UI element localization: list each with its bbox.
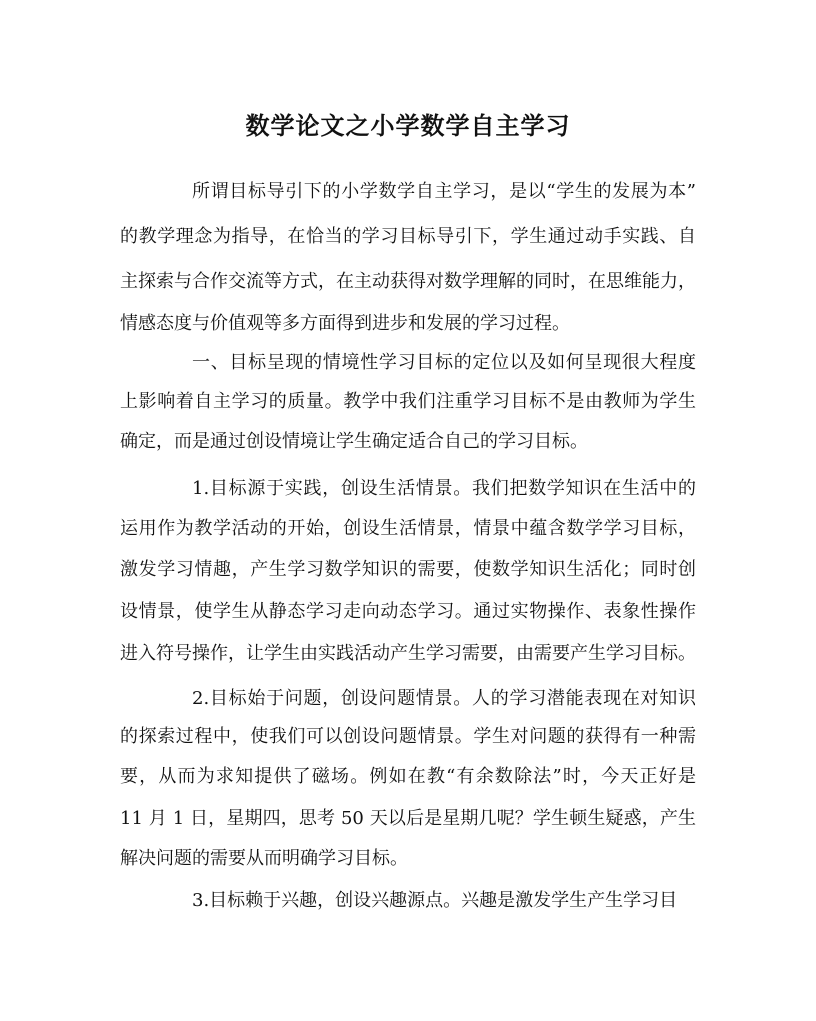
paragraph-2-line-2: 上影响着自主学习的质量。教学中我们注重学习目标不是由教师为学生 [120,391,696,412]
paragraph-1-line-3: 主探索与合作交流等方式，在主动获得对数学理解的同时，在思维能力， [120,271,696,292]
paragraph-1-line-4: 情感态度与价值观等多方面得到进步和发展的学习过程。 [120,313,570,334]
paragraph-3-line-5: 进入符号操作，让学生由实践活动产生学习需要，由需要产生学习目标。 [120,643,696,664]
paragraph-3-line-2: 运用作为教学活动的开始，创设生活情景，情景中蕴含数学学习目标， [120,518,696,539]
paragraph-1-line-1: 所谓目标导引下的小学数学自主学习，是以“学生的发展为本” [192,181,696,202]
paragraph-4-line-4: 11 月 1 日，星期四，思考 50 天以后是星期几呢？学生顿生疑惑，产生 [120,808,696,829]
paragraph-3-line-4: 设情景，使学生从静态学习走向动态学习。通过实物操作、表象性操作 [120,601,696,622]
paragraph-2-line-1: 一、目标呈现的情境性学习目标的定位以及如何呈现很大程度 [192,352,696,373]
paragraph-3-line-1: 1.目标源于实践，创设生活情景。我们把数学知识在生活中的 [192,478,696,499]
paragraph-1-line-2: 的教学理念为指导，在恰当的学习目标导引下，学生通过动手实践、自 [120,226,696,247]
paragraph-4-line-5: 解决问题的需要从而明确学习目标。 [120,848,408,869]
paragraph-4-line-1: 2.目标始于问题，创设问题情景。人的学习潜能表现在对知识 [192,688,696,709]
document-title: 数学论文之小学数学自主学习 [245,111,571,140]
paragraph-2-line-3: 确定，而是通过创设情境让学生确定适合自己的学习目标。 [120,431,588,452]
paragraph-5-line-1: 3.目标赖于兴趣，创设兴趣源点。兴趣是激发学生产生学习目 [192,890,678,911]
paragraph-4-line-3: 要，从而为求知提供了磁场。例如在教“有余数除法”时，今天正好是 [120,766,696,787]
paragraph-4-line-2: 的探索过程中，使我们可以创设问题情景。学生对问题的获得有一种需 [120,726,696,747]
paragraph-3-line-3: 激发学习情趣，产生学习数学知识的需要，使数学知识生活化；同时创 [120,559,696,580]
